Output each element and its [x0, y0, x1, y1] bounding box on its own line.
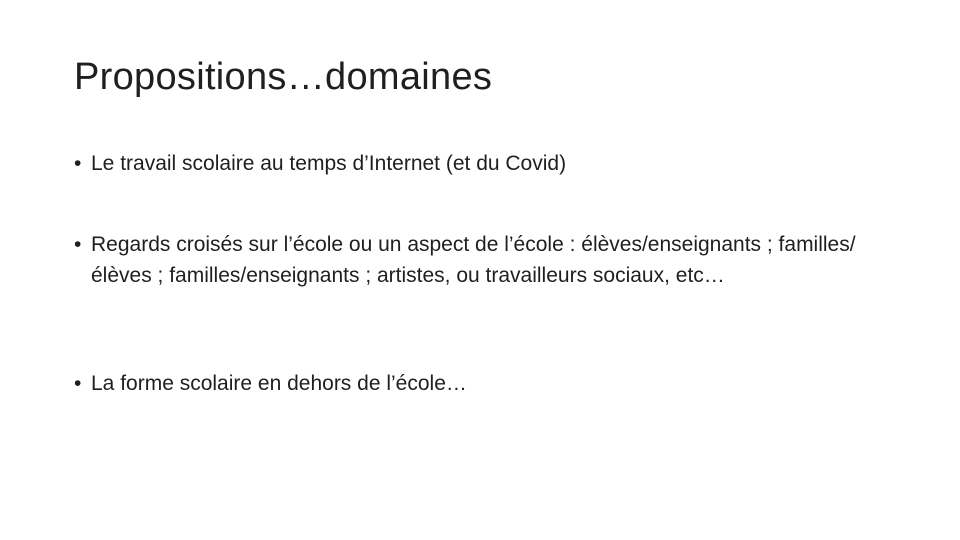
bullet-item: [74, 148, 894, 179]
bullet-dot-icon: •: [74, 152, 82, 175]
slide-title: Propositions…domaines: [74, 56, 493, 98]
bullet-text: La forme scolaire en dehors de l’école…: [91, 372, 467, 395]
bullet-text: Regards croisés sur l’école ou un aspect de l’école : élèves/enseignants ; familles/élèves ; familles/enseignants ; artistes, ou travailleurs sociaux, etc…: [91, 233, 856, 287]
bullet-dot-icon: •: [74, 233, 82, 256]
bullet-dot-icon: •: [74, 372, 82, 395]
bullet-text: Le travail scolaire au temps d’Internet (et du Covid): [91, 152, 567, 175]
bullet-item: [74, 368, 894, 399]
bullet-item: [74, 229, 894, 291]
